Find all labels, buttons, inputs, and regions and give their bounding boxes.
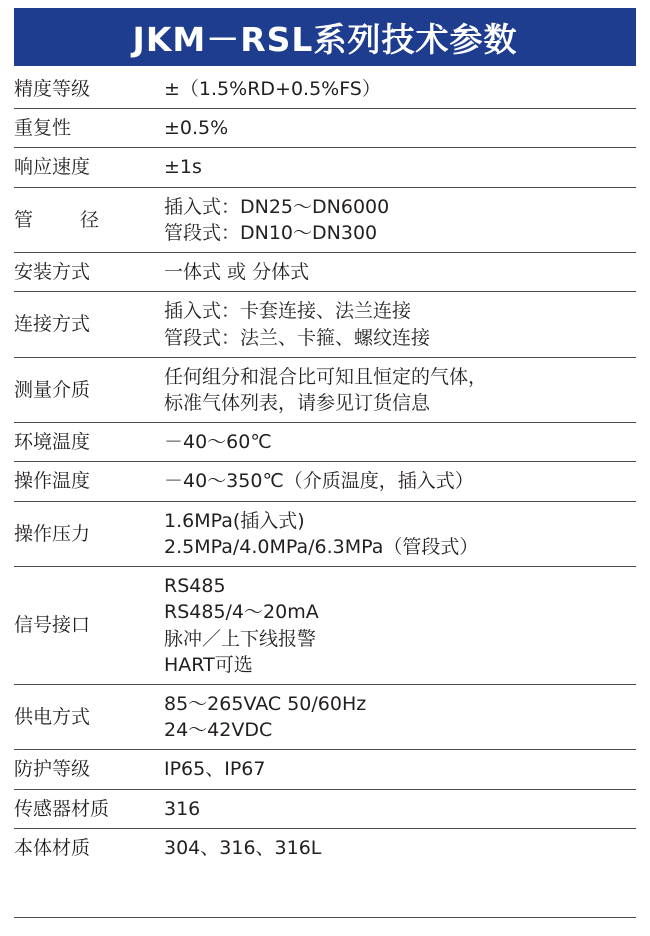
spec-value-line: HART可选 [164,653,253,676]
table-row [14,828,636,867]
spec-value [164,70,636,109]
spec-value-line: 1.6MPa(插入式) [164,509,305,532]
spec-value-line: 24～42VDC [164,719,273,742]
spec-value-line: 标准气体列表，请参见订货信息 [164,391,431,414]
spec-value [164,567,636,685]
spec-value [164,750,636,789]
spec-value-line: 一体式 或 分体式 [164,261,310,284]
spec-label-text: 重复性 [14,117,72,140]
page-title: JKM－RSL系列技术参数 [132,19,518,59]
spec-label [14,148,164,187]
spec-value-line: 304、316、316L [164,836,322,859]
spec-label-text: 响应速度 [14,156,91,179]
spec-value-line: 任何组分和混合比可知且恒定的气体， [164,365,488,388]
spec-label [14,567,164,685]
spec-label-text: 传感器材质 [14,797,110,820]
spec-label-text: 管 径 [14,208,114,231]
specifications-table-body [14,70,636,867]
spec-label [14,423,164,462]
spec-label-text: 安装方式 [14,261,91,284]
spec-sheet [0,8,650,936]
spec-value-line: 管段式：DN10～DN300 [164,221,378,244]
table-row [14,70,636,109]
spec-value-line: 管段式：法兰、卡箍、螺纹连接 [164,326,431,349]
table-row [14,462,636,501]
spec-label [14,109,164,148]
spec-label-text: 环境温度 [14,431,91,454]
spec-label [14,462,164,501]
spec-label-text: 本体材质 [14,836,91,859]
table-row [14,253,636,292]
spec-value [164,292,636,357]
table-row [14,789,636,828]
spec-label [14,501,164,566]
spec-value [164,462,636,501]
page-title-bar [14,8,636,66]
spec-label [14,789,164,828]
table-row [14,501,636,566]
spec-value [164,187,636,252]
table-row [14,109,636,148]
spec-value [164,148,636,187]
spec-value [164,423,636,462]
spec-value-line: 85～265VAC 50/60Hz [164,692,367,715]
spec-label-text: 信号接口 [14,614,91,637]
spec-value [164,109,636,148]
spec-label-text: 防护等级 [14,758,91,781]
spec-label [14,684,164,749]
spec-value-line: ±0.5% [164,117,229,140]
spec-value-line: ±1s [164,156,202,179]
spec-value [164,789,636,828]
spec-value-line: 插入式：卡套连接、法兰连接 [164,300,412,323]
table-row [14,684,636,749]
spec-label-text: 供电方式 [14,706,91,729]
spec-label-text: 操作温度 [14,470,91,493]
spec-label [14,70,164,109]
table-row [14,148,636,187]
table-row [14,567,636,685]
spec-value-line: RS485 [164,575,226,598]
spec-value-line: 2.5MPa/4.0MPa/6.3MPa（管段式） [164,535,479,558]
spec-label [14,357,164,422]
table-row [14,423,636,462]
spec-label [14,292,164,357]
table-row [14,292,636,357]
spec-label-text: 连接方式 [14,313,91,336]
table-row [14,357,636,422]
spec-value [164,253,636,292]
spec-value-line: 316 [164,797,201,820]
bottom-divider [14,917,636,918]
spec-value-line: IP65、IP67 [164,758,266,781]
spec-value-line: －40～350℃（介质温度，插入式） [164,470,474,493]
spec-label [14,828,164,867]
spec-value-line: ±（1.5%RD+0.5%FS） [164,78,381,100]
spec-label-text: 精度等级 [14,78,91,100]
specifications-table [14,70,636,867]
spec-value-line: －40～60℃ [164,431,272,454]
spec-value-line: 插入式：DN25～DN6000 [164,195,390,218]
spec-value-line: RS485/4～20mA [164,601,319,624]
table-row [14,750,636,789]
spec-value [164,501,636,566]
spec-value [164,828,636,867]
spec-value [164,357,636,422]
spec-label-text: 操作压力 [14,522,91,545]
spec-value-line: 脉冲／上下线报警 [164,627,317,650]
spec-label [14,253,164,292]
spec-label [14,187,164,252]
spec-label-text: 测量介质 [14,378,91,401]
spec-label [14,750,164,789]
spec-value [164,684,636,749]
table-row [14,187,636,252]
